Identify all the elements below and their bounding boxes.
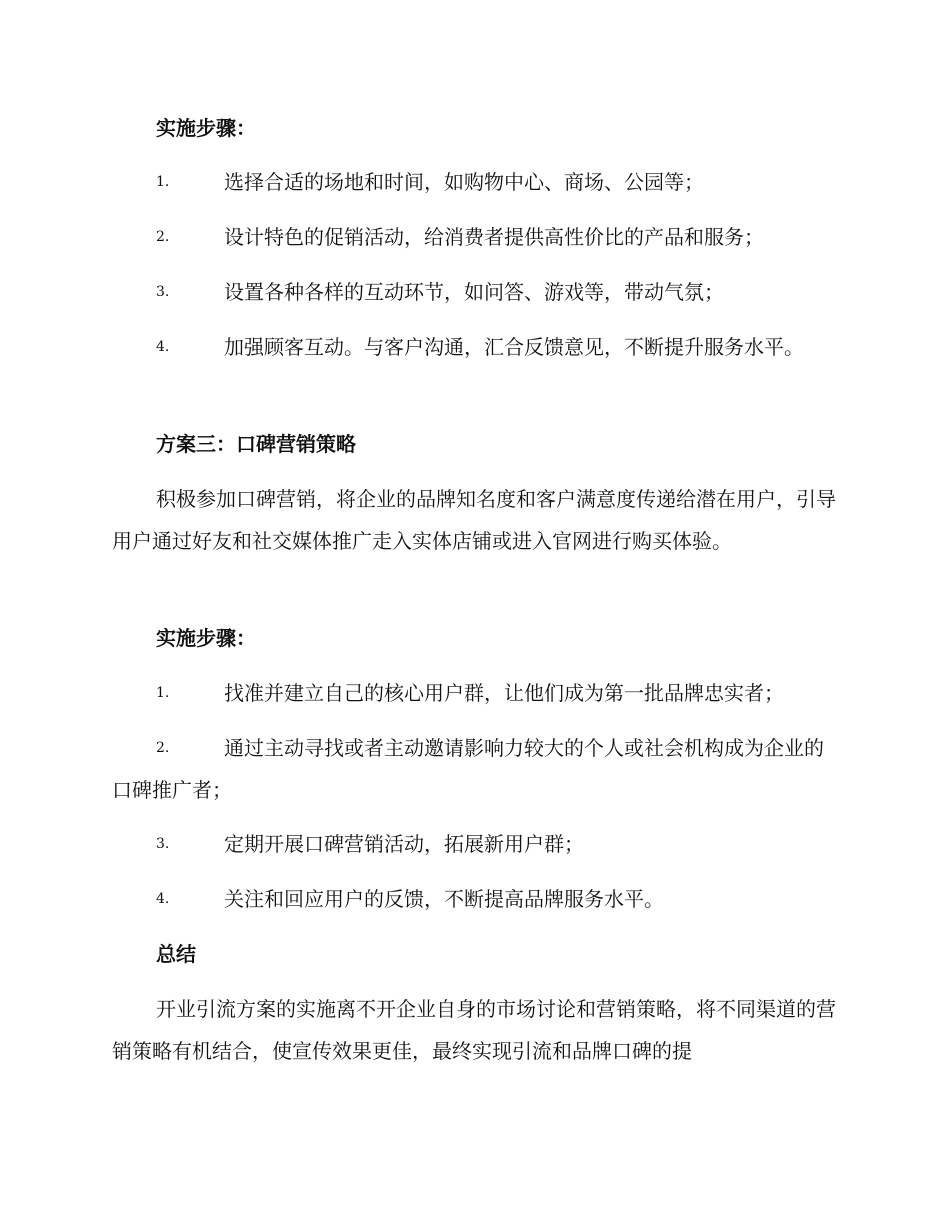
list-item [112, 823, 837, 865]
list-number: 4. [156, 339, 170, 355]
section-heading-plan3: 方案三：口碑营销策略 [156, 432, 356, 456]
list-text: 找准并建立自己的核心用户群，让他们成为第一批品牌忠实者； [224, 681, 784, 705]
list-number: 1. [156, 685, 170, 701]
plan3-paragraph: 积极参加口碑营销，将企业的品牌知名度和客户满意度传递给潜在用户，引导用户通过好友和社交媒体推广走入实体店铺或进入官网进行购买体验。 [112, 487, 836, 553]
list-item [112, 672, 837, 714]
list-text: 加强顾客互动。与客户沟通，汇合反馈意见，不断提升服务水平。 [224, 335, 804, 359]
list-item [112, 878, 837, 920]
list-number: 4. [156, 891, 170, 907]
list-item [112, 326, 837, 368]
list-text: 通过主动寻找或者主动邀请影响力较大的个人或社会机构成为企业的口碑推广者； [112, 736, 824, 802]
list-item [112, 161, 837, 203]
section-heading-steps: 实施步骤： [156, 626, 256, 650]
list-text: 定期开展口碑营销活动，拓展新用户群； [224, 832, 584, 856]
list-number: 3. [156, 284, 170, 300]
list-text: 关注和回应用户的反馈，不断提高品牌服务水平。 [224, 887, 664, 911]
summary-paragraph: 开业引流方案的实施离不开企业自身的市场讨论和营销策略，将不同渠道的营销策略有机结合，使宣传效果更佳，最终实现引流和品牌口碑的提 [112, 997, 836, 1063]
list-item [112, 216, 837, 258]
list-number: 2. [156, 229, 170, 245]
section-heading-steps: 实施步骤： [156, 116, 256, 140]
list-number: 3. [156, 836, 170, 852]
section-heading-summary: 总结 [156, 942, 196, 966]
list-text: 选择合适的场地和时间，如购物中心、商场、公园等； [224, 170, 704, 194]
list-text: 设置各种各样的互动环节，如问答、游戏等，带动气氛； [224, 280, 724, 304]
list-item [112, 271, 837, 313]
list-number: 1. [156, 174, 170, 190]
list-text: 设计特色的促销活动，给消费者提供高性价比的产品和服务； [224, 225, 764, 249]
list-item [112, 727, 837, 811]
list-number: 2. [156, 740, 170, 756]
